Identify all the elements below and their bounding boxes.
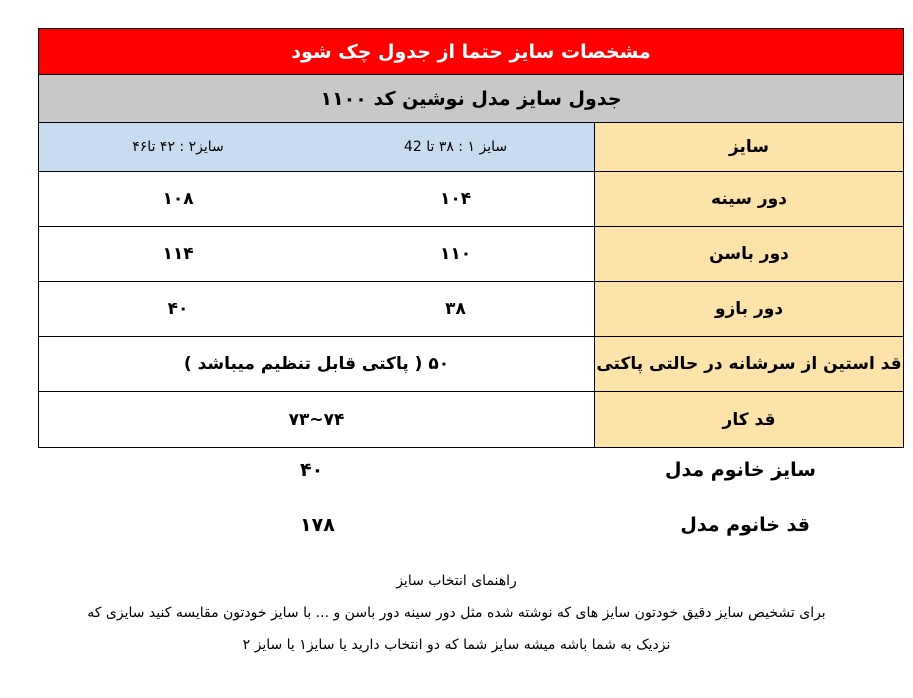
row-size1: ۱۱۰ — [439, 244, 472, 264]
row-label: دور باسن — [594, 227, 903, 281]
guide-line-1: برای تشخیص سایز دقیق خودتون سایز های که نوشته شده مثل دور سینه دور باسن و ... با سایز خودتون مقایسه کنید سایزی که — [87, 605, 826, 621]
row-label: قد کار — [594, 392, 903, 447]
row-size2: ۱۰۸ — [162, 189, 194, 209]
table-row — [39, 282, 903, 337]
row-merged-value: ۵۰ ( پاکتی قابل تنظیم میباشد ) — [183, 354, 450, 374]
table-row — [39, 172, 903, 227]
model-height-value: ۱۷۸ — [300, 514, 335, 536]
model-size-value: ۴۰ — [300, 459, 324, 481]
header-label: سایز — [594, 123, 903, 171]
header-size2: سایز۲ : ۴۲ تا۴۶ — [39, 123, 317, 171]
table-row — [39, 337, 903, 392]
row-size2: ۱۱۴ — [162, 244, 194, 264]
row-label: قد استین از سرشانه در حالتی پاکتی — [594, 337, 903, 391]
row-label: دور بازو — [594, 282, 903, 336]
guide-title: راهنمای انتخاب سایز — [396, 573, 517, 589]
table-row — [39, 392, 903, 447]
table-row — [39, 227, 903, 282]
model-size-label: سایز خانوم مدل — [664, 459, 816, 481]
row-size2: ۴۰ — [167, 299, 189, 319]
table-title: مشخصات سایز حتما از جدول چک شود — [39, 29, 903, 75]
table-header-row — [39, 123, 903, 172]
header-size1: سایز ۱ : ۳۸ تا 42 — [317, 123, 594, 171]
row-label: دور سینه — [594, 172, 903, 226]
table-subtitle: جدول سایز مدل نوشین کد ۱۱۰۰ — [39, 75, 903, 123]
row-size1: ۳۸ — [445, 299, 466, 319]
guide-line-2: نزدیک به شما باشه میشه سایز شما که دو انتخاب دارید یا سایز۱ یا سایز ۲ — [242, 637, 671, 653]
size-table — [38, 28, 904, 448]
row-size1: ۱۰۴ — [439, 189, 472, 209]
row-merged-value: ۷۴~۷۳ — [288, 409, 345, 430]
model-height-label: قد خانوم مدل — [680, 514, 810, 536]
